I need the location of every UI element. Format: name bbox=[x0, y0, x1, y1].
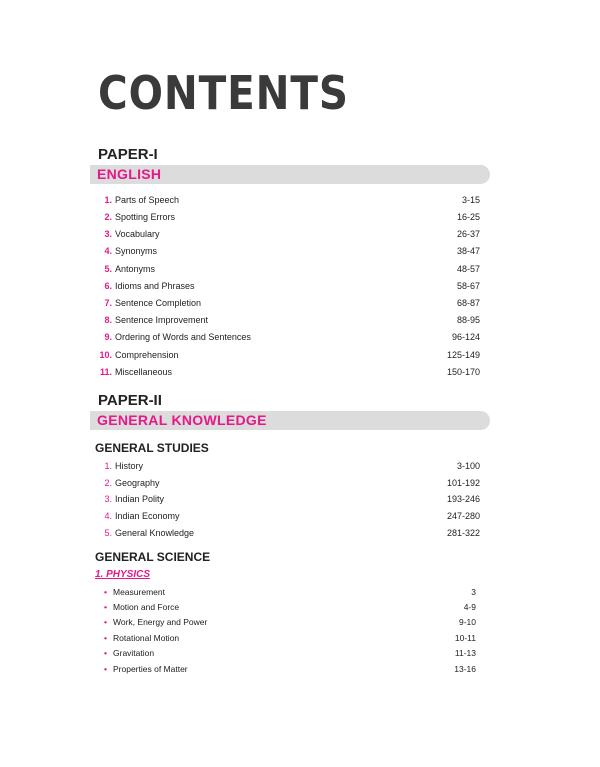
entry-number: 2. bbox=[104, 212, 112, 222]
toc-entry[interactable] bbox=[98, 195, 480, 211]
paper-2-label: PAPER-II bbox=[98, 392, 162, 409]
bullet-icon: • bbox=[104, 602, 107, 612]
entry-title: Sentence Improvement bbox=[115, 315, 209, 325]
toc-entry[interactable] bbox=[98, 229, 480, 245]
entry-pages: 3-15 bbox=[461, 195, 480, 205]
page-title: CONTENTS bbox=[98, 66, 349, 120]
toc-entry[interactable] bbox=[104, 633, 476, 647]
entry-pages: 3-100 bbox=[456, 461, 480, 471]
entry-pages: 4-9 bbox=[463, 602, 476, 612]
entry-pages: 58-67 bbox=[456, 281, 480, 291]
entry-pages: 9-10 bbox=[458, 617, 476, 627]
subject-title-general-knowledge: GENERAL KNOWLEDGE bbox=[97, 412, 267, 428]
toc-entry[interactable] bbox=[104, 617, 476, 631]
toc-entry[interactable] bbox=[98, 246, 480, 262]
section-heading-general-science: GENERAL SCIENCE bbox=[95, 550, 211, 564]
entry-pages: 68-87 bbox=[456, 298, 480, 308]
bullet-icon: • bbox=[104, 664, 107, 674]
toc-entry[interactable] bbox=[104, 602, 476, 616]
entry-title: Ordering of Words and Sentences bbox=[115, 332, 251, 342]
entry-pages: 96-124 bbox=[451, 332, 480, 342]
entry-title: Geography bbox=[115, 478, 160, 488]
toc-entry[interactable] bbox=[104, 648, 476, 662]
toc-entry[interactable] bbox=[98, 461, 480, 477]
toc-entry[interactable] bbox=[98, 367, 480, 383]
bullet-icon: • bbox=[104, 633, 107, 643]
entry-title: Measurement bbox=[113, 587, 165, 597]
entry-pages: 13-16 bbox=[454, 664, 476, 674]
entry-number: 5. bbox=[104, 528, 112, 538]
entry-title: Work, Energy and Power bbox=[113, 617, 208, 627]
toc-entry[interactable] bbox=[98, 332, 480, 348]
entry-title: Motion and Force bbox=[113, 602, 180, 612]
toc-entry[interactable] bbox=[98, 281, 480, 297]
entry-title: Gravitation bbox=[113, 648, 155, 658]
entry-pages: 247-280 bbox=[446, 511, 480, 521]
bullet-icon: • bbox=[104, 617, 107, 627]
subsection-heading-physics: 1. PHYSICS bbox=[95, 569, 151, 580]
subject-band-general-knowledge bbox=[90, 411, 490, 430]
entry-title: Indian Economy bbox=[115, 511, 180, 521]
entry-number: 3. bbox=[104, 494, 112, 504]
entry-title: General Knowledge bbox=[115, 528, 195, 538]
entry-pages: 48-57 bbox=[456, 264, 480, 274]
entry-number: 3. bbox=[104, 229, 112, 239]
entry-pages: 10-11 bbox=[454, 633, 476, 643]
entry-number: 9. bbox=[104, 332, 112, 342]
entry-title: Sentence Completion bbox=[115, 298, 202, 308]
toc-entry[interactable] bbox=[98, 478, 480, 494]
entry-pages: 3 bbox=[471, 587, 476, 597]
entry-title: Parts of Speech bbox=[115, 195, 180, 205]
entry-pages: 125-149 bbox=[446, 350, 480, 360]
entry-pages: 16-25 bbox=[456, 212, 480, 222]
entry-title: History bbox=[115, 461, 144, 471]
entry-number: 1. bbox=[104, 195, 112, 205]
bullet-icon: • bbox=[104, 648, 107, 658]
toc-entry[interactable] bbox=[98, 528, 480, 544]
entry-pages: 101-192 bbox=[446, 478, 480, 488]
entry-number: 11. bbox=[99, 367, 112, 377]
entry-number: 1. bbox=[104, 461, 112, 471]
entry-number: 6. bbox=[104, 281, 112, 291]
entry-pages: 281-322 bbox=[446, 528, 480, 538]
entry-title: Idioms and Phrases bbox=[115, 281, 195, 291]
toc-entry[interactable] bbox=[98, 494, 480, 510]
section-heading-general-studies: GENERAL STUDIES bbox=[95, 441, 209, 455]
entry-number: 7. bbox=[104, 298, 112, 308]
toc-entry[interactable] bbox=[104, 664, 476, 678]
entry-title: Synonyms bbox=[115, 246, 158, 256]
toc-entry[interactable] bbox=[98, 264, 480, 280]
entry-title: Spotting Errors bbox=[115, 212, 176, 222]
entry-title: Vocabulary bbox=[115, 229, 160, 239]
toc-entry[interactable] bbox=[104, 587, 476, 601]
toc-entry[interactable] bbox=[98, 298, 480, 314]
entry-title: Miscellaneous bbox=[115, 367, 173, 377]
entry-pages: 38-47 bbox=[456, 246, 480, 256]
toc-entry[interactable] bbox=[98, 315, 480, 331]
entry-title: Comprehension bbox=[115, 350, 179, 360]
subject-band-english bbox=[90, 165, 490, 184]
entry-title: Indian Polity bbox=[115, 494, 165, 504]
entry-number: 5. bbox=[104, 264, 112, 274]
entry-number: 4. bbox=[104, 511, 112, 521]
entry-title: Antonyms bbox=[115, 264, 156, 274]
subject-title-english: ENGLISH bbox=[97, 166, 162, 182]
entry-number: 4. bbox=[104, 246, 112, 256]
entry-pages: 26-37 bbox=[456, 229, 480, 239]
toc-entry[interactable] bbox=[98, 350, 480, 366]
entry-pages: 150-170 bbox=[446, 367, 480, 377]
entry-pages: 11-13 bbox=[454, 648, 476, 658]
entry-pages: 193-246 bbox=[446, 494, 480, 504]
bullet-icon: • bbox=[104, 587, 107, 597]
entry-title: Properties of Matter bbox=[113, 664, 188, 674]
entry-number: 2. bbox=[104, 478, 112, 488]
entry-pages: 88-95 bbox=[456, 315, 480, 325]
toc-entry[interactable] bbox=[98, 511, 480, 527]
entry-number: 8. bbox=[104, 315, 112, 325]
paper-1-label: PAPER-I bbox=[98, 146, 158, 163]
entry-title: Rotational Motion bbox=[113, 633, 180, 643]
entry-number: 10. bbox=[99, 350, 112, 360]
toc-entry[interactable] bbox=[98, 212, 480, 228]
